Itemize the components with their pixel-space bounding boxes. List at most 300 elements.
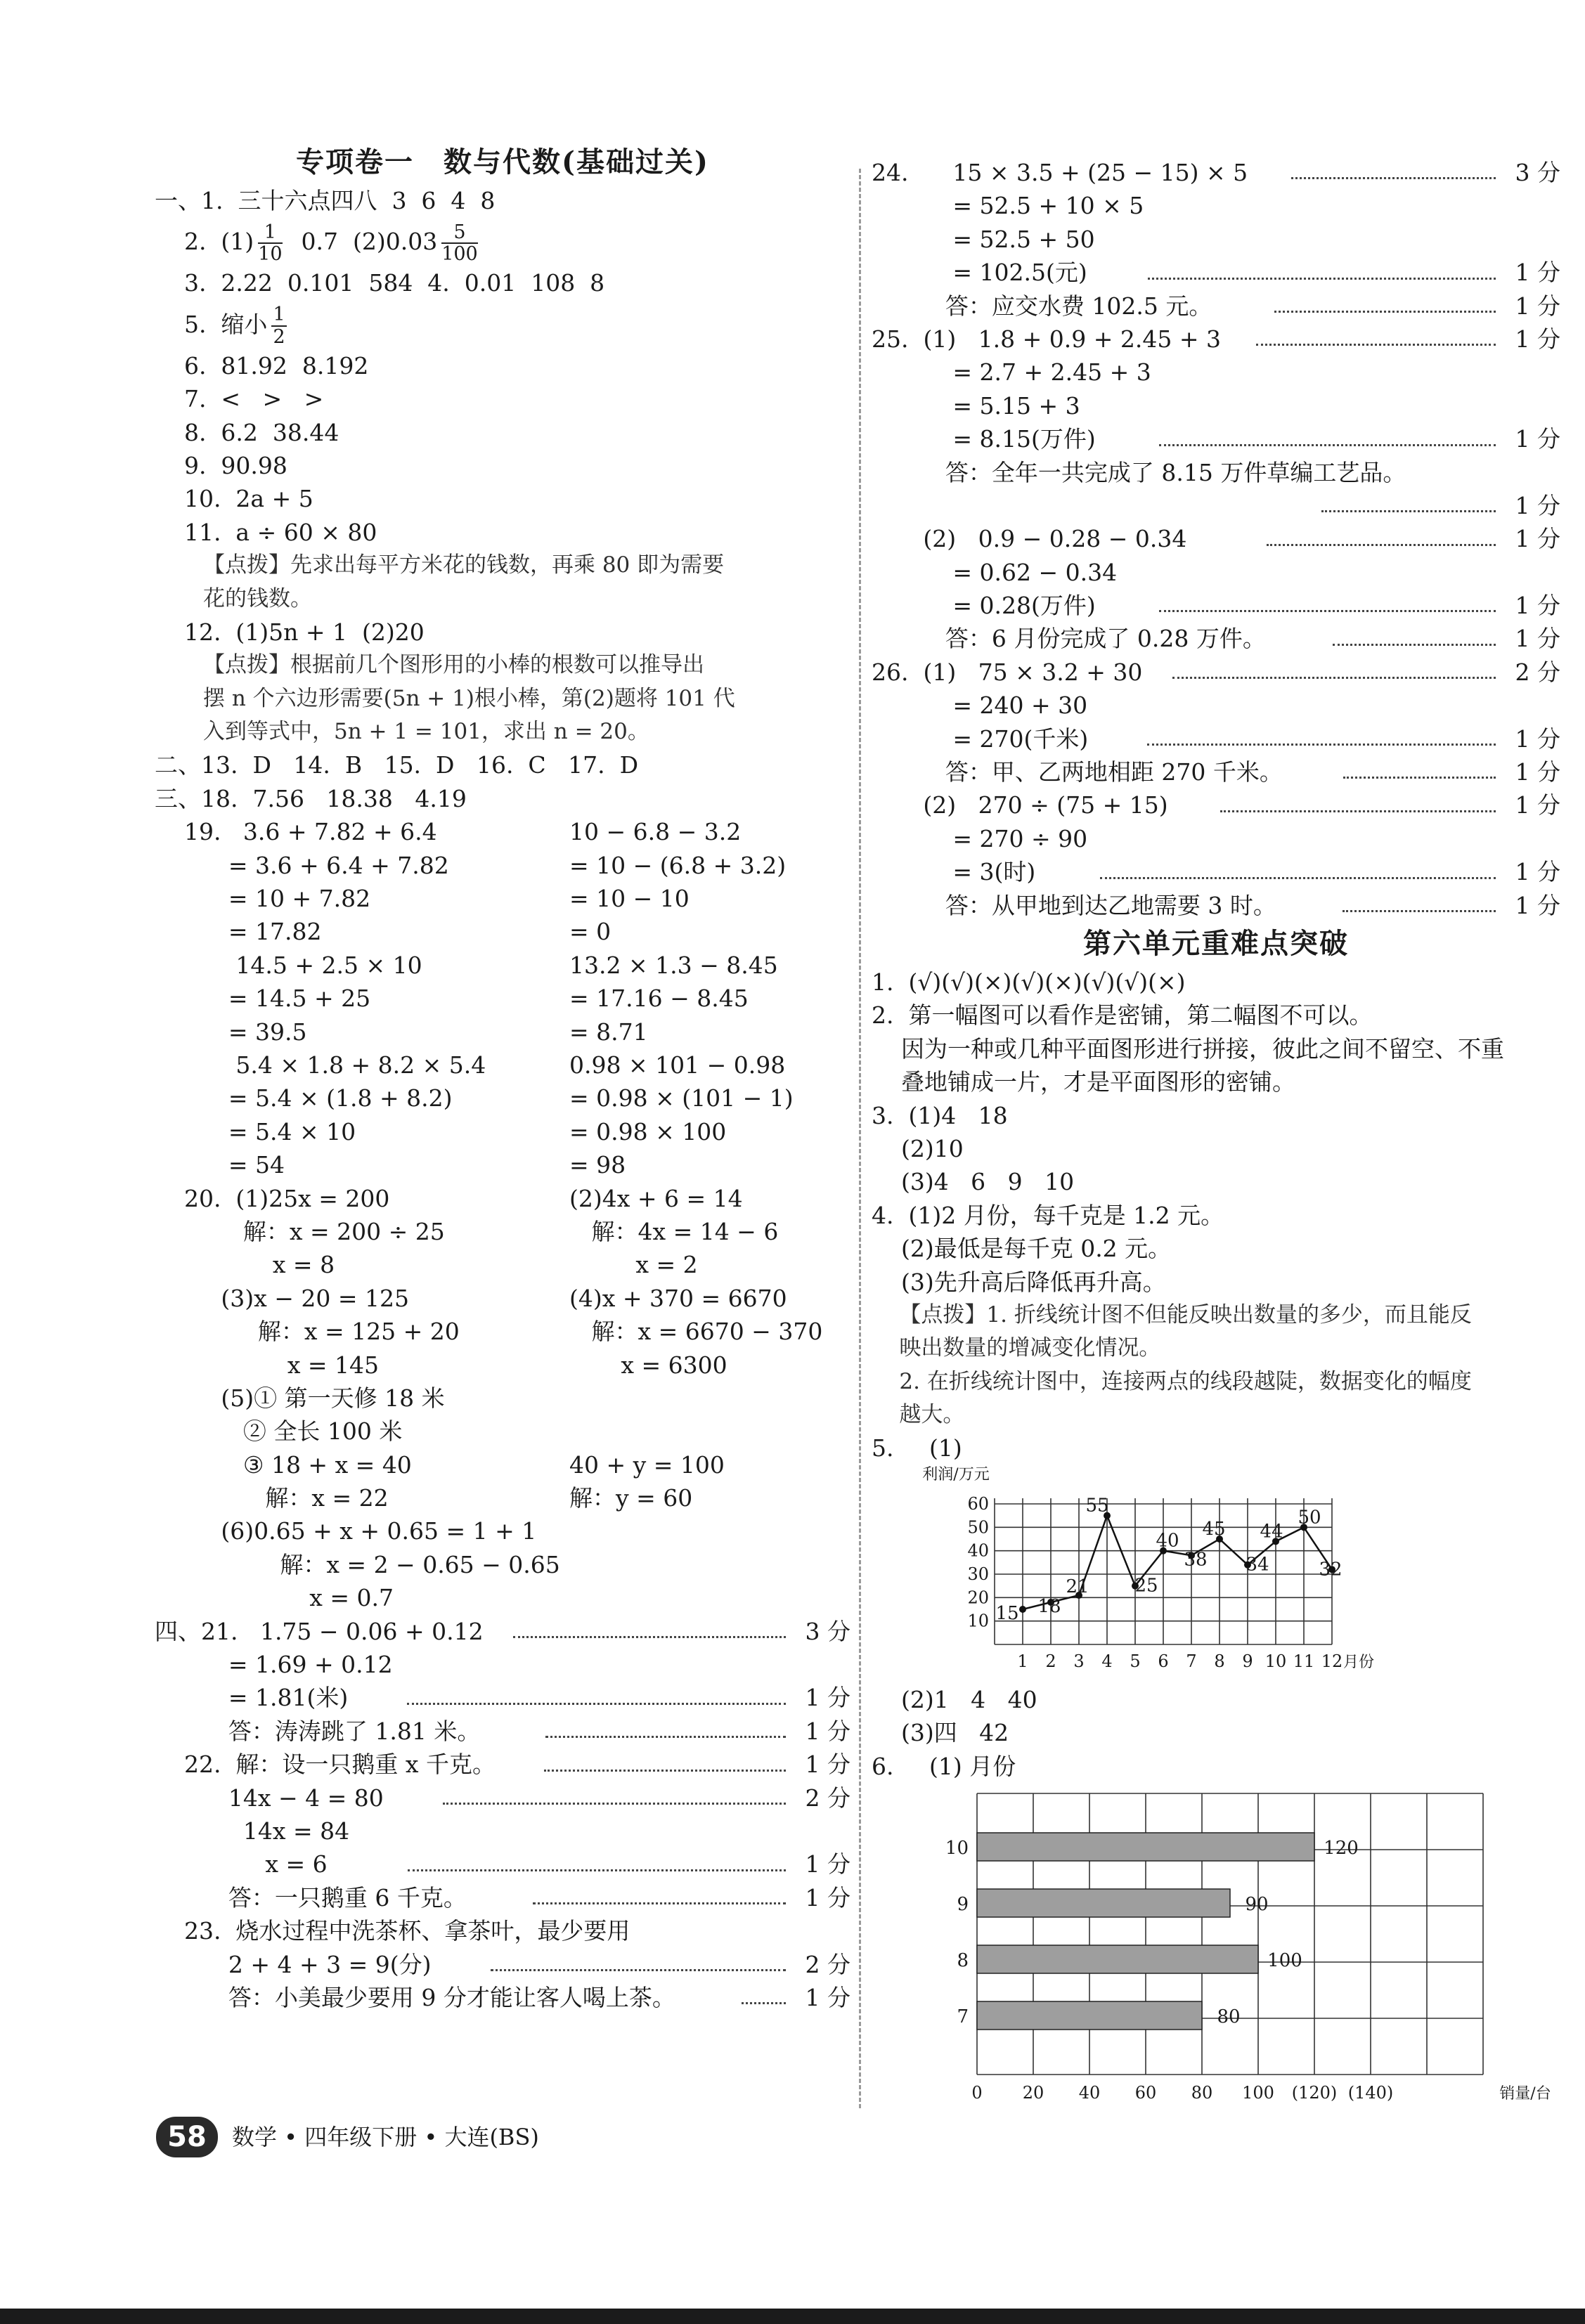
score-leader-dots: [1343, 777, 1496, 779]
answer-text: = 52.5 + 50: [872, 225, 1095, 253]
answer-line: [872, 156, 1560, 189]
answer-text-col2: = 17.16 − 8.45: [569, 985, 749, 1013]
answer-text: = 2.7 + 2.45 + 3: [872, 358, 1151, 387]
answer-text-col2: = 10 − (6.8 + 3.2): [569, 851, 787, 879]
x-tick-label: 1: [1017, 1651, 1028, 1671]
score-leader-dots: [1148, 278, 1496, 280]
answer-text: (3)四 42: [872, 1719, 1009, 1747]
answer-text: 答：应交水费 102.5 元。: [872, 292, 1212, 320]
score-points: 2 分: [1515, 658, 1560, 686]
answer-text: = 5.15 + 3: [872, 391, 1080, 420]
column-divider: [859, 169, 861, 2108]
answer-text: 25. (1) 1.8 + 0.9 + 2.45 + 3: [872, 325, 1221, 353]
answer-text: 答：一只鹅重 6 千克。: [155, 1883, 467, 1911]
numerator: 1: [273, 304, 285, 326]
answer-text: (5)① 第一天修 18 米: [155, 1384, 445, 1412]
x-axis-label: 月份: [1343, 1653, 1375, 1671]
x-tick-label: 40: [1078, 2083, 1101, 2103]
answer-line: [872, 290, 1560, 323]
answer-text: = 39.5: [155, 1018, 307, 1046]
answer-text: 14x = 84: [155, 1817, 350, 1845]
answer-line: [155, 1382, 850, 1415]
score-points: 1 分: [1515, 625, 1560, 653]
answer-text-col2: = 0: [569, 918, 612, 946]
bottom-bar: [0, 2309, 1585, 2324]
answer-text: x = 145: [155, 1351, 380, 1379]
x-tick-label: 20: [1022, 2083, 1044, 2103]
data-label: 80: [1217, 2006, 1241, 2028]
x-tick-label: 6: [1158, 1651, 1169, 1671]
answer-line: [872, 822, 1560, 855]
answer-line: [155, 1914, 850, 1947]
data-label: 38: [1184, 1549, 1208, 1571]
answer-text-col2: x = 6300: [569, 1351, 727, 1379]
denominator: 100: [441, 243, 478, 266]
answer-text-col2: = 98: [569, 1151, 626, 1179]
data-label: 15: [995, 1602, 1019, 1624]
answer-text: 答：涛涛跳了 1.81 米。: [155, 1717, 481, 1745]
answer-line: [872, 256, 1560, 289]
answer-line: [872, 855, 1560, 888]
data-label: 18: [1037, 1595, 1061, 1617]
answer-line: [155, 1681, 850, 1714]
answer-line: [872, 223, 1560, 256]
answer-line: [155, 349, 850, 382]
score-leader-dots: [407, 1703, 786, 1705]
answer-text: 14.5 + 2.5 × 10: [155, 951, 422, 979]
note-line: [872, 1332, 1560, 1365]
answer-line: [155, 982, 850, 1015]
answer-line: [872, 356, 1560, 389]
answer-text: 12. (1)5n + 1 (2)20: [155, 618, 425, 646]
answer-text-col2: 0.98 × 101 − 0.98: [569, 1051, 786, 1079]
fraction: [441, 222, 478, 265]
answer-line: [155, 382, 850, 415]
answer-text-col2: = 8.71: [569, 1018, 648, 1046]
answer-line: [155, 1981, 850, 2014]
right-answer-list-q5: [872, 1683, 1560, 1750]
answer-line: [155, 949, 850, 982]
answer-line: [155, 1148, 850, 1181]
score-points: 2 分: [805, 1950, 850, 1978]
answer-text: 解：x = 125 + 20: [155, 1318, 460, 1346]
answer-text-col2: 解：x = 6670 − 370: [569, 1318, 823, 1346]
answer-line: [155, 1415, 850, 1448]
answer-text-col2: 解：4x = 14 − 6: [569, 1217, 779, 1245]
answer-text: 三、18. 7.56 18.38 4.19: [155, 784, 467, 812]
score-points: 3 分: [805, 1617, 850, 1645]
answer-text: (3)先升高后降低再升高。: [872, 1268, 1166, 1296]
answer-line: [155, 1182, 850, 1215]
section-title-right: 第六单元重难点突破: [1083, 926, 1349, 960]
answer-line: [155, 782, 850, 815]
answer-line: [872, 489, 1560, 522]
data-label: 90: [1245, 1894, 1269, 1916]
x-tick-label: 100: [1242, 2083, 1274, 2103]
answer-text: 5. 缩小: [155, 310, 268, 338]
denominator: 10: [258, 243, 283, 266]
y-axis-label: 利润/万元: [922, 1465, 990, 1484]
answer-line-fraction: [155, 300, 850, 349]
q5-part1: (1): [929, 1434, 962, 1462]
answer-text: 22. 解：设一只鹅重 x 千克。: [155, 1751, 496, 1779]
score-leader-dots: [1321, 510, 1496, 512]
right-answer-list-mid: [872, 966, 1560, 1432]
bar: [977, 1833, 1314, 1861]
data-point: [1019, 1606, 1026, 1613]
answer-text: 5.4 × 1.8 + 8.2 × 5.4: [155, 1051, 486, 1079]
answer-text: 解：x = 22: [155, 1484, 389, 1512]
data-label: 100: [1267, 1950, 1302, 1972]
answer-text: = 14.5 + 25: [155, 985, 371, 1013]
answer-line: [155, 915, 850, 948]
answer-text: 23. 烧水过程中洗茶杯、拿茶叶，最少要用: [155, 1917, 630, 1945]
answer-text-col2: (2)4x + 6 = 14: [569, 1184, 743, 1212]
answer-line: [155, 1049, 850, 1082]
q5-label: 5.: [872, 1434, 894, 1462]
answer-text: (6)0.65 + x + 0.65 = 1 + 1: [155, 1517, 537, 1545]
answer-text: = 54: [155, 1151, 285, 1179]
answer-text: = 0.62 − 0.34: [872, 558, 1118, 586]
answer-line: [155, 748, 850, 781]
data-label: 120: [1324, 1838, 1359, 1859]
answer-line: [155, 1715, 850, 1748]
answer-line: [872, 1165, 1560, 1198]
y-tick-label: 60: [967, 1493, 989, 1514]
score-points: 1 分: [1515, 758, 1560, 786]
answer-text: 答：全年一共完成了 8.15 万件草编工艺品。: [872, 458, 1406, 486]
answer-text: = 1.69 + 0.12: [155, 1651, 393, 1679]
x-tick-label: 3: [1073, 1651, 1085, 1671]
y-tick-label: 50: [967, 1517, 989, 1538]
answer-text: (2) 270 ÷ (75 + 15): [872, 791, 1168, 819]
q6-label: 6.: [872, 1752, 894, 1780]
answer-line: [872, 1266, 1560, 1299]
left-column: [155, 141, 850, 2014]
answer-text: 19. 3.6 + 7.82 + 6.4: [155, 818, 437, 846]
answer-text: x = 8: [155, 1251, 335, 1279]
score-leader-dots: [1256, 344, 1496, 346]
answer-text: 26. (1) 75 × 3.2 + 30: [872, 658, 1143, 686]
section-title-left: 专项卷一 数与代数(基础过关): [296, 145, 709, 178]
answer-line: [872, 966, 1560, 999]
answer-text: 答：从甲地到达乙地需要 3 时。: [872, 891, 1276, 919]
score-leader-dots: [545, 1736, 786, 1738]
score-points: 1 分: [805, 1717, 850, 1745]
answer-line: [155, 184, 850, 217]
x-tick-label: 10: [1264, 1651, 1287, 1671]
answer-text: 7. < > >: [155, 385, 324, 413]
answer-text: 2. 第一幅图可以看作是密铺，第二幅图不可以。: [872, 1001, 1373, 1030]
x-tick-label: 0: [971, 2083, 983, 2103]
answer-line: [872, 1132, 1560, 1165]
page-number-badge: 58: [156, 2117, 218, 2157]
answer-line: [155, 1615, 850, 1648]
score-points: 1 分: [805, 1684, 850, 1712]
answer-text: = 1.81(米): [155, 1684, 349, 1712]
answer-line: [155, 1815, 850, 1848]
answer-text: 一、1. 三十六点四八 3 6 4 8: [155, 187, 496, 214]
data-label: 45: [1202, 1518, 1226, 1540]
score-leader-dots: [1159, 444, 1496, 446]
answer-text: 越大。: [872, 1402, 965, 1428]
x-tick-label: 2: [1045, 1651, 1056, 1671]
answer-text: = 17.82: [155, 918, 322, 946]
answer-line: [872, 889, 1560, 922]
answer-line: [155, 1514, 850, 1547]
score-leader-dots: [742, 2002, 786, 2004]
answer-line: [872, 389, 1560, 422]
answer-text-col2: 40 + y = 100: [569, 1450, 725, 1479]
score-leader-dots: [1100, 877, 1496, 879]
note-line: [155, 649, 850, 682]
note-line: [872, 1299, 1560, 1332]
answer-text: 【点拨】先求出每平方米花的钱数，再乘 80 即为需要: [155, 552, 725, 578]
answer-line: [872, 1683, 1560, 1716]
answer-line: [155, 1848, 850, 1881]
answer-text: 【点拨】根据前几个图形用的小棒的根数可以推导出: [155, 652, 704, 678]
answer-text: 入到等式中，5n + 1 = 101，求出 n = 20。: [155, 719, 649, 745]
answer-text: 答：6 月份完成了 0.28 万件。: [872, 625, 1266, 653]
x-tick-label: (140): [1347, 2083, 1394, 2103]
x-tick-label: 7: [1186, 1651, 1197, 1671]
answer-text-col2: 13.2 × 1.3 − 8.45: [569, 951, 778, 979]
answer-text: = 10 + 7.82: [155, 885, 371, 913]
note-line: [155, 583, 850, 616]
answer-text: 0.7 (2)0.03: [286, 228, 438, 256]
fraction: [271, 304, 286, 347]
answer-text: 映出数量的增减变化情况。: [872, 1335, 1161, 1361]
answer-line: [155, 1481, 850, 1514]
answer-line: [155, 449, 850, 482]
answer-line: [872, 755, 1560, 788]
answer-text: = 5.4 × 10: [155, 1117, 356, 1145]
answer-line: [155, 882, 850, 915]
score-leader-dots: [1159, 610, 1496, 612]
answer-text: 11. a ÷ 60 × 80: [155, 518, 377, 546]
answer-text: = 3(时): [872, 858, 1036, 886]
note-line: [155, 715, 850, 748]
score-leader-dots: [1333, 644, 1496, 646]
answer-text: ② 全长 100 米: [155, 1417, 403, 1446]
y-tick-label: 7: [957, 2006, 969, 2028]
answer-text: (3)x − 20 = 125: [155, 1284, 410, 1312]
answer-text: 2. 在折线统计图中，连接两点的线段越陡，数据变化的幅度: [872, 1368, 1472, 1394]
score-leader-dots: [1274, 311, 1496, 313]
answer-text: (2)10: [872, 1134, 964, 1162]
score-leader-dots: [544, 1770, 786, 1772]
answer-text: 二、13. D 14. B 15. D 16. C 17. D: [155, 751, 639, 779]
answer-line: [872, 689, 1560, 722]
answer-text: 解：x = 2 − 0.65 − 0.65: [155, 1550, 560, 1578]
score-leader-dots: [513, 1636, 786, 1638]
y-tick-label: 8: [957, 1950, 969, 1972]
data-label: 40: [1156, 1530, 1179, 1552]
answer-line-fractions: [155, 217, 850, 266]
answer-text: 4. (1)2 月份，每千克是 1.2 元。: [872, 1201, 1224, 1229]
answer-line: [872, 189, 1560, 222]
score-points: 1 分: [1515, 791, 1560, 819]
answer-text: 8. 6.2 38.44: [155, 418, 339, 446]
x-axis-label: 销量/台: [1499, 2085, 1551, 2103]
fraction: [258, 222, 282, 265]
answer-line: [155, 1748, 850, 1781]
answer-line: [155, 1215, 850, 1248]
answer-line: [155, 1948, 850, 1981]
answer-line: [872, 1716, 1560, 1749]
answer-line: [155, 616, 850, 649]
answer-line: [155, 1282, 850, 1315]
answer-line: [155, 416, 850, 449]
answer-text: 24. 15 × 3.5 + (25 − 15) × 5: [872, 159, 1248, 186]
answer-line: [872, 1099, 1560, 1132]
right-answer-list-top: [872, 156, 1560, 922]
answer-text: = 102.5(元): [872, 259, 1087, 287]
score-points: 2 分: [805, 1784, 850, 1812]
answer-line: [872, 456, 1560, 489]
answer-line: [872, 1032, 1560, 1065]
answer-text: 20. (1)25x = 200: [155, 1184, 390, 1212]
data-label: 34: [1246, 1554, 1269, 1576]
answer-text: (2) 0.9 − 0.28 − 0.34: [872, 525, 1187, 553]
answer-line: [155, 1248, 850, 1281]
profit-line-chart: [872, 1465, 1406, 1683]
y-tick-label: 30: [967, 1564, 989, 1584]
x-tick-label: 11: [1293, 1651, 1315, 1671]
answer-line: [872, 999, 1560, 1032]
answer-text: = 5.4 × (1.8 + 8.2): [155, 1084, 453, 1112]
answer-text: 3. 2.22 0.101 584 4. 0.01 108 8: [155, 269, 605, 297]
answer-line: [872, 722, 1560, 755]
answer-line: [155, 516, 850, 549]
x-tick-label: 9: [1242, 1651, 1253, 1671]
answer-text-col2: 解：y = 60: [569, 1484, 693, 1512]
answer-line: [872, 1232, 1560, 1265]
data-label: 32: [1319, 1559, 1343, 1580]
x-tick-label: 4: [1101, 1651, 1113, 1671]
answer-text: = 8.15(万件): [872, 425, 1096, 453]
answer-line: [872, 556, 1560, 589]
answer-line: [872, 656, 1560, 689]
answer-text: (2)1 4 40: [872, 1685, 1037, 1713]
score-leader-dots: [408, 1869, 786, 1871]
score-points: 1 分: [1515, 725, 1560, 753]
score-points: 1 分: [805, 1850, 850, 1878]
q6-label-line: [872, 1750, 1560, 1783]
answer-text: = 0.28(万件): [872, 592, 1096, 620]
answer-text: 10. 2a + 5: [155, 485, 313, 513]
answer-line: [155, 1015, 850, 1049]
score-leader-dots: [443, 1803, 786, 1805]
score-points: 1 分: [1515, 858, 1560, 886]
answer-text-col2: = 0.98 × 100: [569, 1117, 727, 1145]
answer-text: 2 + 4 + 3 = 9(分): [155, 1950, 432, 1978]
score-leader-dots: [1147, 744, 1496, 746]
answer-text: 叠地铺成一片，才是平面图形的密铺。: [872, 1068, 1295, 1096]
data-label: 21: [1066, 1576, 1089, 1597]
answer-text: 14x − 4 = 80: [155, 1784, 384, 1812]
answer-line: [155, 482, 850, 515]
answer-line: [872, 1065, 1560, 1098]
numerator: 1: [258, 222, 282, 245]
answer-text: 6. 81.92 8.192: [155, 351, 369, 379]
answer-text: 3. (1)4 18: [872, 1101, 1008, 1129]
denominator: 2: [273, 325, 285, 348]
score-points: 1 分: [1515, 325, 1560, 353]
answer-text: 2. (1): [155, 228, 254, 256]
score-leader-dots: [1291, 177, 1496, 179]
answer-line: [155, 1581, 850, 1614]
answer-line: [155, 1548, 850, 1581]
answer-line: [872, 1199, 1560, 1232]
answer-line: [155, 815, 850, 848]
score-points: 1 分: [1515, 259, 1560, 287]
answer-line: [155, 266, 850, 299]
score-points: 1 分: [1515, 491, 1560, 519]
answer-text: = 240 + 30: [872, 692, 1088, 720]
answer-line: [872, 323, 1560, 356]
note-line: [872, 1365, 1560, 1398]
answer-text: = 270 ÷ 90: [872, 824, 1088, 852]
answer-text: ③ 18 + x = 40: [155, 1450, 412, 1479]
score-leader-dots: [533, 1902, 786, 1904]
answer-text-col2: (4)x + 370 = 6670: [569, 1284, 787, 1312]
sales-bar-chart: [872, 1783, 1551, 2120]
x-tick-label: 60: [1134, 2083, 1157, 2103]
answer-text: 四、21. 1.75 − 0.06 + 0.12: [155, 1617, 484, 1645]
score-points: 1 分: [1515, 425, 1560, 453]
score-leader-dots: [1172, 677, 1496, 679]
answer-line: [155, 1648, 850, 1681]
x-tick-label: 8: [1214, 1651, 1225, 1671]
answer-text: (3)4 6 9 10: [872, 1168, 1075, 1196]
answer-line: [155, 1082, 850, 1115]
note-line: [155, 682, 850, 715]
answer-line: [155, 849, 850, 882]
answer-line: [872, 422, 1560, 455]
answer-text-col2: 10 − 6.8 − 3.2: [569, 818, 742, 846]
answer-text: 【点拨】1. 折线统计图不但能反映出数量的多少，而且能反: [872, 1301, 1472, 1327]
answer-line: [155, 1448, 850, 1481]
score-points: 1 分: [1515, 525, 1560, 553]
score-points: 1 分: [805, 1751, 850, 1779]
numerator: 5: [441, 222, 478, 245]
answer-text: 解：x = 200 ÷ 25: [155, 1217, 445, 1245]
answer-text: (2)最低是每千克 0.2 元。: [872, 1235, 1172, 1263]
answer-text-col2: = 10 − 10: [569, 885, 690, 913]
y-tick-label: 9: [957, 1894, 969, 1916]
data-label: 25: [1134, 1575, 1158, 1597]
x-tick-label: 12: [1321, 1651, 1343, 1671]
answer-text: 答：小美最少要用 9 分才能让客人喝上茶。: [155, 1983, 675, 2011]
score-leader-dots: [1220, 810, 1496, 812]
answer-line: [872, 622, 1560, 655]
y-tick-label: 10: [945, 1838, 969, 1859]
answer-text: 1. (√)(√)(×)(√)(×)(√)(√)(×): [872, 968, 1186, 996]
answer-line: [155, 1115, 850, 1148]
score-leader-dots: [1343, 910, 1496, 912]
answer-line: [155, 1781, 850, 1815]
q6-part1: (1) 月份: [929, 1752, 1016, 1780]
q5-label-line: [872, 1432, 1560, 1465]
x-tick-label: 5: [1130, 1651, 1141, 1671]
score-leader-dots: [1267, 544, 1496, 546]
footer-text: 数学 • 四年级下册 • 大连(BS): [232, 2124, 539, 2150]
answer-line: [872, 589, 1560, 622]
score-points: 1 分: [1515, 592, 1560, 620]
answer-text-col2: x = 2: [569, 1251, 698, 1279]
bar: [977, 2001, 1202, 2030]
